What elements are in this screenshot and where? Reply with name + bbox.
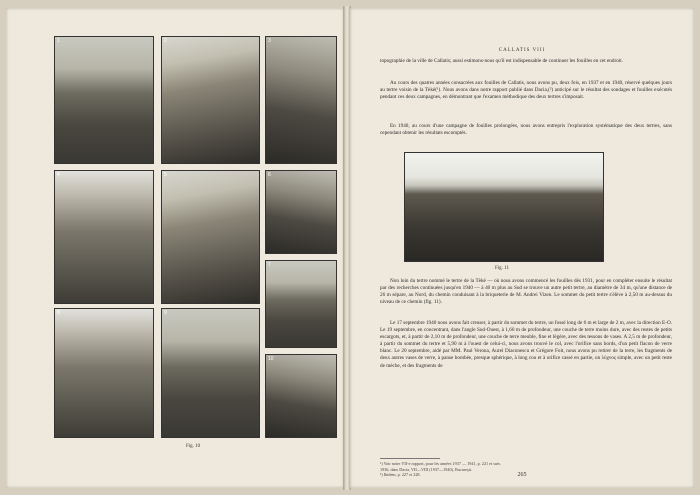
photo-8: [54, 308, 154, 438]
photo-1: [54, 36, 154, 164]
page-number: 265: [517, 472, 527, 478]
footnote: ¹) Voir notre VII-e rapport, pour les années 1937 — 1941, p. 221 et suiv.: [380, 461, 502, 466]
footnote: 1936, dans Dacia, VII—VIII (1937—1940), Bucureşti.: [380, 466, 473, 472]
photo-9: [161, 308, 260, 438]
photo-number: 9: [164, 310, 167, 316]
running-header: CALLATIS VIII: [498, 48, 546, 53]
photo-6: [265, 170, 337, 254]
photo-2: [161, 36, 260, 164]
photo-10: [265, 354, 337, 438]
paragraph: Non loin du tertre nommé le tertre de la Tèké — où nous avons commencé les fouilles dès 1931, pour en compléter ensuite le résultat par des recherches continuées jusqu'en 1940 — à 40 m plus au Sud se trouve un autre petit tertre, au diamètre de 34 m, qu'une distance de 26 m sépare, au Nord, du chemin conduisant à la briqueterie de M. Andrei Vizen. Le sommet du petit tertre s'élève à 2,50 m au-dessus du niveau de ce chemin (fig. 11).: [380, 278, 672, 306]
photo-number: 3: [268, 38, 271, 44]
landscape-photo: [404, 152, 604, 262]
photo-number: 8: [57, 310, 60, 316]
paragraph: Au cours des quatres années consacrées aux fouilles de Callatis, nous avons pu, deux fois, en 1937 et en 1940, réservé quelques jours au tertre voisin de la Tèké(¹). Nous avons dans notre rapport publié dans Dacia,(²) anticipé sur le résultat des sondages et fouilles exécutés pendant ces deux campagnes, en démontrant que l'examen méthodique des deux tertres s'imposait.: [380, 80, 672, 101]
right-page: [350, 8, 694, 488]
photo-7: [265, 260, 337, 348]
figure-caption-right: Fig. 11: [495, 266, 509, 271]
photo-5: [161, 170, 260, 304]
photo-3: [265, 36, 337, 164]
photo-4: [54, 170, 154, 304]
figure-caption-left: Fig. 10: [186, 444, 201, 449]
photo-number: 4: [57, 172, 60, 178]
photo-number: 7: [268, 262, 271, 268]
footnote-rule: [380, 458, 440, 459]
photo-number: 5: [164, 172, 167, 178]
photo-number: 10: [268, 356, 274, 362]
photo-number: 6: [268, 172, 271, 178]
footnote: ²) Ibidem, p. 227 et 228.: [380, 472, 421, 478]
photo-number: 1: [57, 38, 60, 44]
paragraph: Le 17 septembre 1940 nous avons fait creuser, à partir du sommet du tertre, un fossé long de 6 m et large de 2 m, avec la direction E-O. Le 19 septembre, en concentrant, dans l'angle Sud-Ouest, à 1,60 m de profondeur, une couche de terre moins dure, avec des restes de petits escargots, et, à partir de 2,10 m de profondeur, une couche de terre meuble, fine et légère, avec des tessons de vases. A 2,5 m de profondeur, à partir du sommet du tertre et 5,90 m à l'ouest de celui-ci, nous avons trouvé le col, avec l'orifice sans bords, d'un petit flacon de verre blanc. Le 20 septembre, aidé par MM. Paul Verona, Aurel Diaconescu et Grégore Foit, nous avons pu retirer de la terre, les fragments de deux autres vases de verre, à panse bombée, presque sphérique, à long cou et à orifice cassé en partie, un λύχνος simple, avec un petit reste de mèche, et des fragments de: [380, 320, 672, 369]
left-page: [6, 8, 344, 488]
paragraph: topographie de la ville de Callatis; aussi estimons-nous qu'il est indispensable de continuer les fouilles en cet endroit.: [380, 58, 623, 64]
paragraph: En 1940, au cours d'une campagne de fouilles prolongées, nous avons entrepris l'exploration systématique des deux tertres, sans cependant obtenir les résultats escomptés.: [380, 123, 672, 137]
photo-number: 2: [164, 38, 167, 44]
